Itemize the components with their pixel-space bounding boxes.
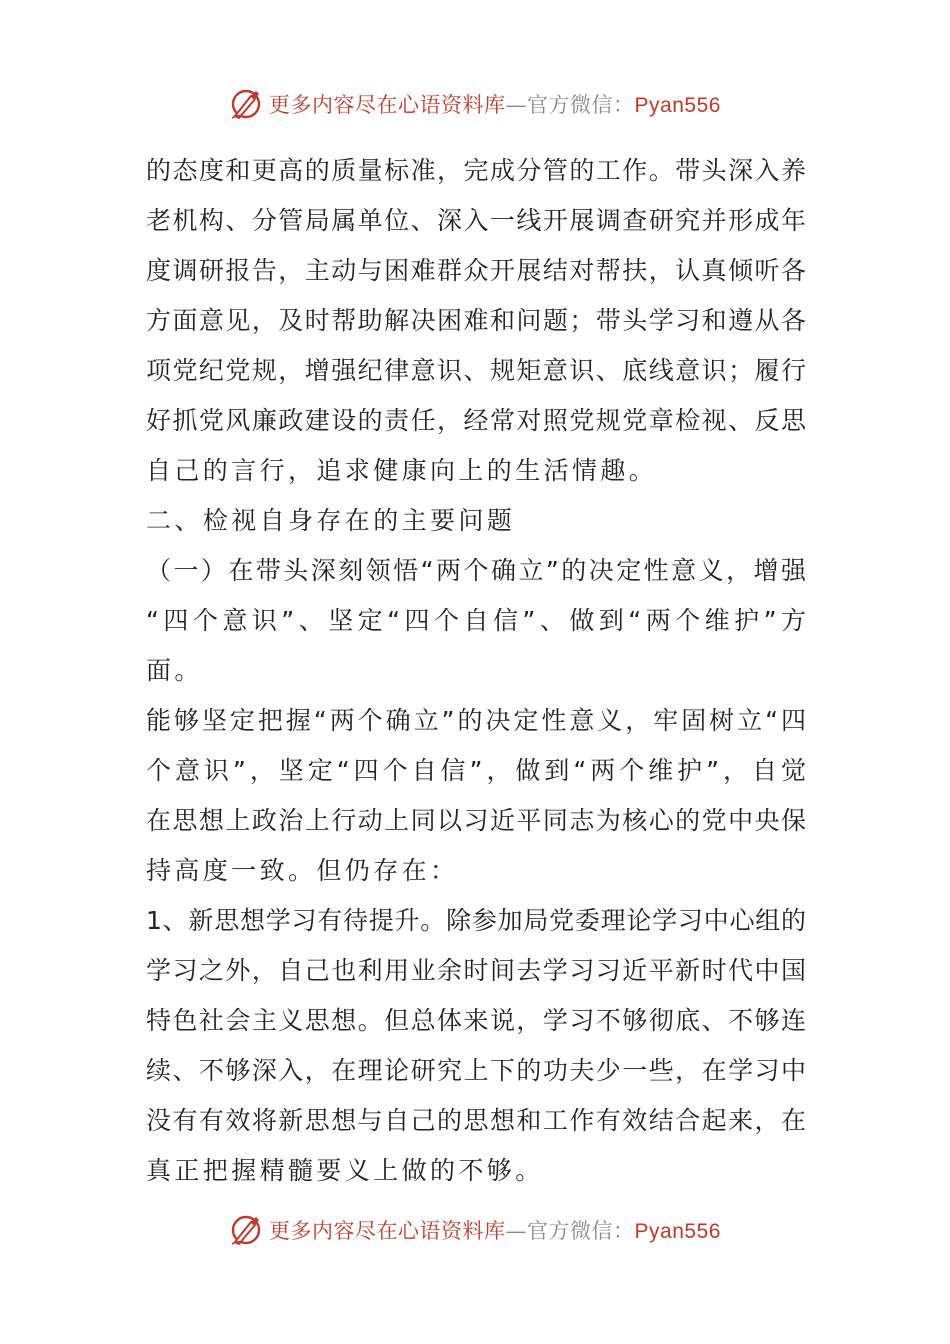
body-line: 持高度一致。但仍存在： bbox=[146, 856, 459, 885]
header-banner bbox=[0, 82, 950, 126]
pen-circle-logo-icon bbox=[229, 87, 263, 121]
document-body bbox=[146, 146, 806, 1196]
banner-title: 更多内容尽在心语资料库 bbox=[269, 93, 506, 117]
subsection-heading-line: 面。 bbox=[146, 656, 203, 685]
body-line: 度调研报告，主动与困难群众开展结对帮扶，认真倾听各 bbox=[146, 256, 806, 285]
body-line: 个意识”，坚定“四个自信”，做到“两个维护”，自觉 bbox=[146, 756, 806, 785]
body-line: 在思想上政治上行动上同以习近平同志为核心的党中央保 bbox=[146, 806, 806, 835]
banner-wechat-label: 官方微信： bbox=[527, 93, 635, 117]
body-line: 学习之外，自己也利用业余时间去学习习近平新时代中国 bbox=[146, 956, 806, 985]
body-line: 老机构、分管局属单位、深入一线开展调查研究并形成年 bbox=[146, 206, 806, 235]
body-line: 的态度和更高的质量标准，完成分管的工作。带头深入养 bbox=[146, 156, 806, 185]
body-line: 方面意见，及时帮助解决困难和问题；带头学习和遵从各 bbox=[146, 306, 806, 335]
body-line: 1、新思想学习有待提升。除参加局党委理论学习中心组的 bbox=[146, 906, 806, 935]
banner-text bbox=[269, 1215, 721, 1245]
body-line: 好抓党风廉政建设的责任，经常对照党规党章检视、反思 bbox=[146, 406, 806, 435]
body-line: 能够坚定把握“两个确立”的决定性意义，牢固树立“四 bbox=[146, 706, 806, 735]
section-heading: 二、检视自身存在的主要问题 bbox=[146, 506, 516, 535]
body-line: 特色社会主义思想。但总体来说，学习不够彻底、不够连 bbox=[146, 1006, 806, 1035]
footer-banner bbox=[0, 1208, 950, 1252]
banner-title: 更多内容尽在心语资料库 bbox=[269, 1219, 506, 1243]
banner-wechat-handle: Pyan556 bbox=[634, 1220, 721, 1243]
body-line: 没有有效将新思想与自己的思想和工作有效结合起来，在 bbox=[146, 1106, 806, 1135]
banner-wechat-label: 官方微信： bbox=[527, 1219, 635, 1243]
banner-separator: — bbox=[505, 1219, 528, 1243]
banner-text bbox=[269, 89, 721, 119]
body-line: 真正把握精髓要义上做的不够。 bbox=[146, 1156, 544, 1185]
subsection-heading-line: （一）在带头深刻领悟“两个确立”的决定性意义，增强 bbox=[146, 556, 806, 585]
body-line: 项党纪党规，增强纪律意识、规矩意识、底线意识；履行 bbox=[146, 356, 806, 385]
body-line: 续、不够深入，在理论研究上下的功夫少一些，在学习中 bbox=[146, 1056, 806, 1085]
pen-circle-logo-icon bbox=[229, 1213, 263, 1247]
subsection-heading-line: “四个意识”、坚定“四个自信”、做到“两个维护”方 bbox=[146, 606, 806, 635]
banner-separator: — bbox=[505, 93, 528, 117]
body-line: 自己的言行，追求健康向上的生活情趣。 bbox=[146, 456, 658, 485]
banner-wechat-handle: Pyan556 bbox=[634, 94, 721, 117]
